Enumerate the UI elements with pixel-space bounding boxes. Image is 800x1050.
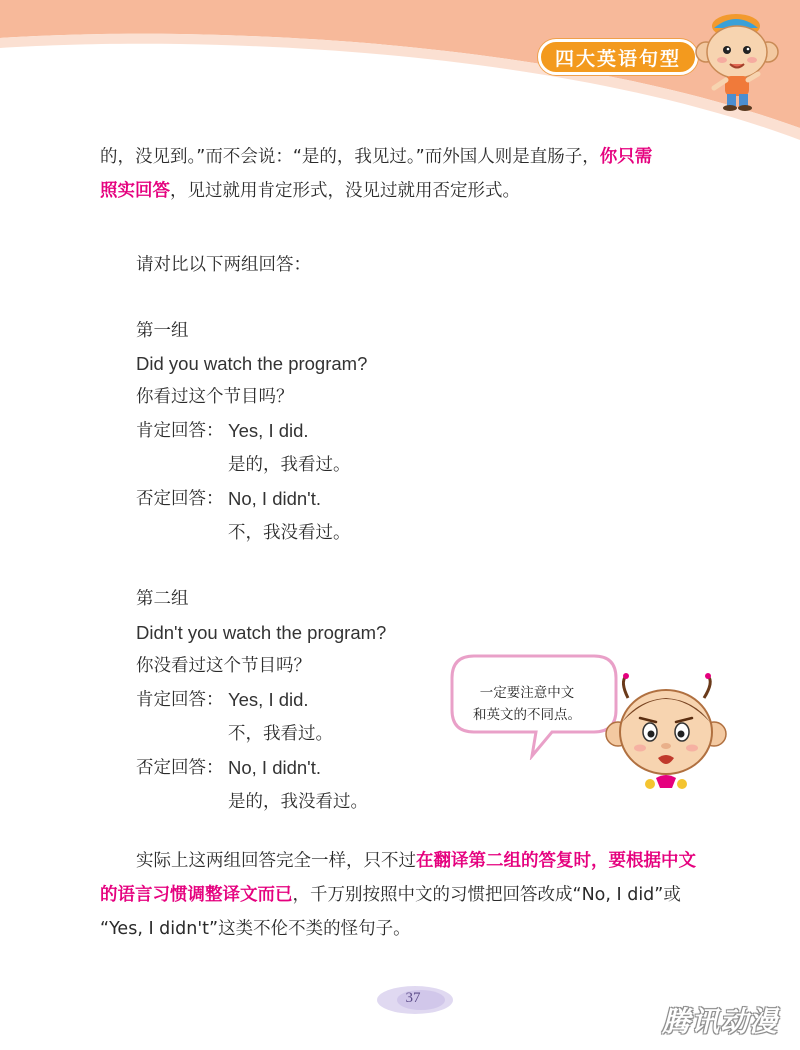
bubble-line-1: 一定要注意中文 <box>479 685 575 701</box>
group-1-positive-label: 肯定回答： <box>136 421 224 441</box>
intro-text: 的，没见到。”而不会说：“是的，我见过。”而外国人则是直肠子， <box>100 147 600 167</box>
group-2-positive-label: 肯定回答： <box>136 690 224 710</box>
intro-highlight: 照实回答 <box>100 181 170 201</box>
group-1-negative-en: No, I didn't. <box>228 488 321 509</box>
worried-cartoon-girl-icon <box>604 672 728 802</box>
group-2-question-en: Didn't you watch the program? <box>136 622 387 643</box>
header-band <box>0 0 800 150</box>
group-2-positive-zh: 不，我看过。 <box>228 724 333 744</box>
intro-line-2 <box>100 174 520 208</box>
group-1-label: 第一组 <box>136 321 189 341</box>
group-1-positive-en: Yes, I did. <box>228 420 309 441</box>
group-2-question-zh: 你没看过这个节目吗？ <box>136 656 311 676</box>
intro-text: ，见过就用肯定形式，没见过就用否定形式。 <box>170 181 520 201</box>
group-2-negative-zh: 是的，我没看过。 <box>228 792 368 812</box>
group-1-negative-label: 否定回答： <box>136 489 224 509</box>
section-title: 四大英语句型 <box>554 47 681 70</box>
page-number: 37 <box>405 990 421 1006</box>
bubble-line-2: 和英文的不同点。 <box>473 707 581 723</box>
conclusion-text: ，千万别按照中文的习惯把回答改成“No, I did”或 <box>292 885 681 905</box>
conclusion-line-2 <box>100 878 681 912</box>
group-1-negative-zh: 不，我没看过。 <box>228 523 351 543</box>
conclusion-line-1 <box>136 844 696 878</box>
group-2-negative-en: No, I didn't. <box>228 757 321 778</box>
group-2-label: 第二组 <box>136 589 189 609</box>
conclusion-line-3: “Yes, I didn't”这类不伦不类的怪句子。 <box>100 919 411 939</box>
intro-line-1 <box>100 140 652 174</box>
group-1-question-en: Did you watch the program? <box>136 353 368 374</box>
intro-highlight: 你只需 <box>599 147 653 167</box>
group-2-positive-en: Yes, I did. <box>228 689 309 710</box>
group-2-negative-label: 否定回答： <box>136 758 224 778</box>
bubble-text <box>462 682 592 726</box>
watermark-logo: 腾讯动漫 <box>662 1005 779 1038</box>
cartoon-boy-mascot-icon <box>692 8 782 112</box>
group-1-positive-zh: 是的，我看过。 <box>228 455 351 475</box>
group-1-question-zh: 你看过这个节目吗？ <box>136 387 294 407</box>
compare-prompt: 请对比以下两组回答： <box>136 255 311 275</box>
conclusion-highlight: 的语言习惯调整译文而已 <box>100 885 293 905</box>
section-title-badge <box>538 39 698 75</box>
conclusion-text: 实际上这两组回答完全一样，只不过 <box>136 851 416 871</box>
conclusion-highlight: 在翻译第二组的答复时，要根据中文 <box>416 851 696 871</box>
